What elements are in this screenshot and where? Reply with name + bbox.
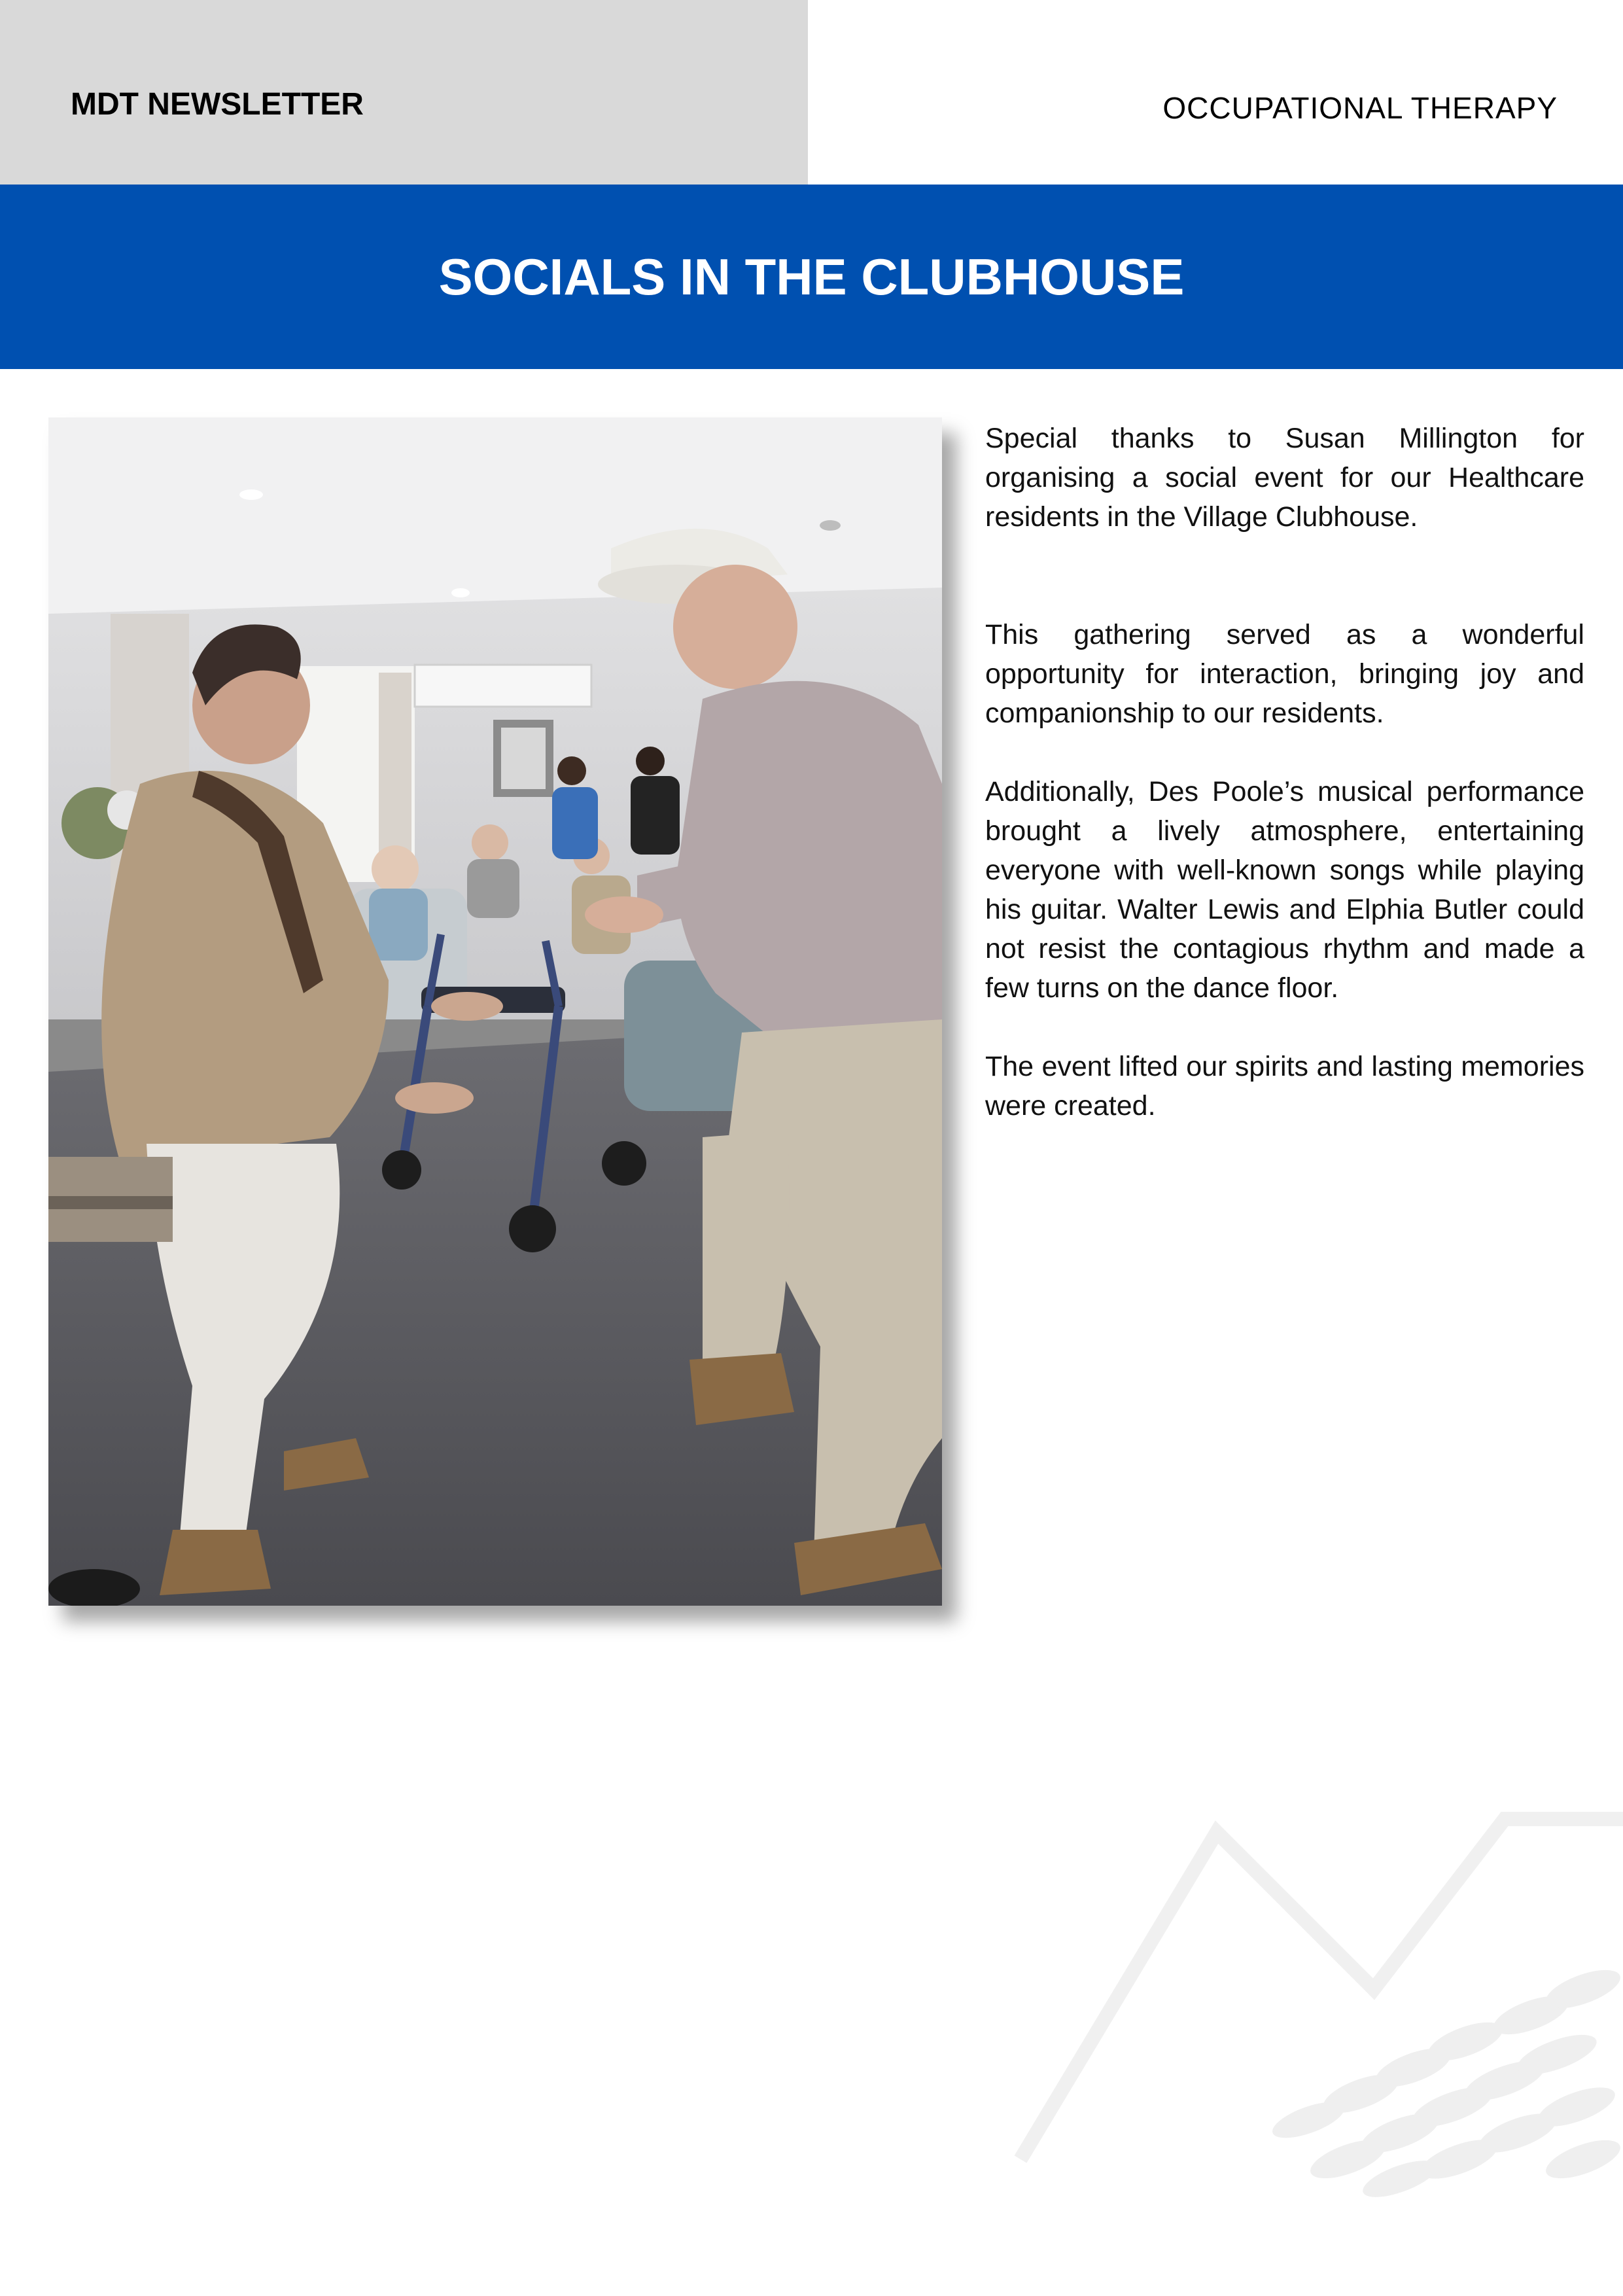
page-title: SOCIALS IN THE CLUBHOUSE bbox=[438, 248, 1185, 306]
article-paragraph-3: Additionally, Des Poole’s musical performance brought a lively atmosphere, entertaining everyone with well-known songs while playing his guitar. Walter Lewis and Elphia Butler could not resist the contagious rhythm and made a few turns on the dance floor. bbox=[985, 776, 1584, 1004]
article-paragraph-4: The event lifted our spirits and lasting memories were created. bbox=[985, 1051, 1584, 1122]
article-paragraph-2: This gathering served as a wonderful opportunity for interaction, bringing joy and companionship to our residents. bbox=[985, 619, 1584, 729]
article-body bbox=[985, 419, 1584, 1125]
section-label: OCCUPATIONAL THERAPY bbox=[1162, 91, 1558, 125]
watermark-mountain-icon bbox=[1007, 1793, 1623, 2199]
title-banner bbox=[0, 185, 1623, 369]
photo-dancing-residents-icon bbox=[48, 417, 942, 1606]
article-paragraph-1: Special thanks to Susan Millington for organising a social event for our Healthcare residents in the Village Clubhouse. bbox=[985, 423, 1584, 533]
event-photo bbox=[48, 417, 942, 1606]
newsletter-label: MDT NEWSLETTER bbox=[71, 87, 364, 122]
